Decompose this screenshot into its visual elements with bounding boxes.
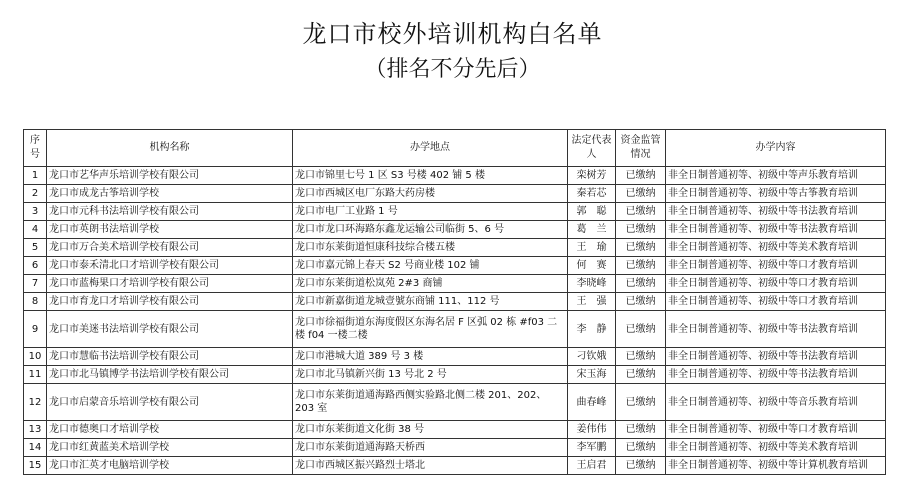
whitelist-table xyxy=(23,129,886,475)
cell-representative: 王 强 xyxy=(568,293,616,311)
table-row xyxy=(24,421,886,439)
cell-fund-status: 已缴纳 xyxy=(616,421,666,439)
cell-institution-name: 龙口市北马镇博学书法培训学校有限公司 xyxy=(47,366,293,384)
table-row xyxy=(24,203,886,221)
cell-address: 龙口市北马镇新兴街 13 号北 2 号 xyxy=(293,366,568,384)
cell-fund-status: 已缴纳 xyxy=(616,439,666,457)
cell-institution-name: 龙口市元科书法培训学校有限公司 xyxy=(47,203,293,221)
table-row xyxy=(24,439,886,457)
cell-representative: 李军鹏 xyxy=(568,439,616,457)
cell-representative: 栾树芳 xyxy=(568,167,616,185)
cell-num: 10 xyxy=(24,348,47,366)
table-body xyxy=(24,167,886,475)
cell-num: 3 xyxy=(24,203,47,221)
cell-num: 8 xyxy=(24,293,47,311)
table-header-row xyxy=(24,130,886,167)
cell-scope: 非全日制普通初等、初级中等口才教育培训 xyxy=(666,257,886,275)
cell-institution-name: 龙口市启蒙音乐培训学校有限公司 xyxy=(47,384,293,421)
cell-scope: 非全日制普通初等、初级中等书法教育培训 xyxy=(666,203,886,221)
table-row xyxy=(24,293,886,311)
cell-representative: 葛 兰 xyxy=(568,221,616,239)
cell-fund-status: 已缴纳 xyxy=(616,311,666,348)
cell-institution-name: 龙口市万合美术培训学校有限公司 xyxy=(47,239,293,257)
cell-institution-name: 龙口市泰禾清北口才培训学校有限公司 xyxy=(47,257,293,275)
header-representative: 法定代表人 xyxy=(568,130,616,167)
cell-scope: 非全日制普通初等、初级中等声乐教育培训 xyxy=(666,167,886,185)
cell-address: 龙口市龙口环海路东鑫龙运输公司临街 5、6 号 xyxy=(293,221,568,239)
document-title: 龙口市校外培训机构白名单 xyxy=(302,20,603,48)
cell-institution-name: 龙口市艺华声乐培训学校有限公司 xyxy=(47,167,293,185)
cell-num: 9 xyxy=(24,311,47,348)
cell-address: 龙口市锦里七号 1 区 S3 号楼 402 铺 5 楼 xyxy=(293,167,568,185)
cell-institution-name: 龙口市汇英才电脑培训学校 xyxy=(47,457,293,475)
table-row xyxy=(24,384,886,421)
cell-num: 2 xyxy=(24,185,47,203)
cell-institution-name: 龙口市德奥口才培训学校 xyxy=(47,421,293,439)
table-row xyxy=(24,457,886,475)
cell-address: 龙口市新嘉街道龙城壹號东商铺 111、112 号 xyxy=(293,293,568,311)
cell-num: 13 xyxy=(24,421,47,439)
cell-fund-status: 已缴纳 xyxy=(616,167,666,185)
table-row xyxy=(24,311,886,348)
cell-num: 11 xyxy=(24,366,47,384)
cell-fund-status: 已缴纳 xyxy=(616,275,666,293)
cell-num: 15 xyxy=(24,457,47,475)
header-scope: 办学内容 xyxy=(666,130,886,167)
cell-scope: 非全日制普通初等、初级中等计算机教育培训 xyxy=(666,457,886,475)
cell-institution-name: 龙口市红黄蓝美术培训学校 xyxy=(47,439,293,457)
header-address: 办学地点 xyxy=(293,130,568,167)
cell-fund-status: 已缴纳 xyxy=(616,384,666,421)
cell-num: 14 xyxy=(24,439,47,457)
cell-num: 7 xyxy=(24,275,47,293)
cell-institution-name: 龙口市慧临书法培训学校有限公司 xyxy=(47,348,293,366)
cell-representative: 姜伟伟 xyxy=(568,421,616,439)
cell-scope: 非全日制普通初等、初级中等口才教育培训 xyxy=(666,293,886,311)
cell-address: 龙口市东莱街道松岚苑 2#3 商铺 xyxy=(293,275,568,293)
cell-address: 龙口市电厂工业路 1 号 xyxy=(293,203,568,221)
cell-scope: 非全日制普通初等、初级中等音乐教育培训 xyxy=(666,384,886,421)
cell-institution-name: 龙口市成龙古筝培训学校 xyxy=(47,185,293,203)
cell-address: 龙口市东莱街道通海路天桥西 xyxy=(293,439,568,457)
cell-representative: 秦若芯 xyxy=(568,185,616,203)
cell-address: 龙口市西城区电厂东路大药房楼 xyxy=(293,185,568,203)
cell-scope: 非全日制普通初等、初级中等口才教育培训 xyxy=(666,421,886,439)
cell-representative: 李晓峰 xyxy=(568,275,616,293)
cell-fund-status: 已缴纳 xyxy=(616,348,666,366)
cell-fund-status: 已缴纳 xyxy=(616,239,666,257)
cell-address: 龙口市东莱街道文化街 38 号 xyxy=(293,421,568,439)
cell-num: 6 xyxy=(24,257,47,275)
table-row xyxy=(24,257,886,275)
cell-scope: 非全日制普通初等、初级中等美术教育培训 xyxy=(666,439,886,457)
cell-institution-name: 龙口市育龙口才培训学校有限公司 xyxy=(47,293,293,311)
table-row xyxy=(24,239,886,257)
cell-representative: 郭 聪 xyxy=(568,203,616,221)
cell-address: 龙口市东莱街道恒康科技综合楼五楼 xyxy=(293,239,568,257)
cell-representative: 宋玉海 xyxy=(568,366,616,384)
cell-num: 5 xyxy=(24,239,47,257)
cell-representative: 王启君 xyxy=(568,457,616,475)
table-row xyxy=(24,167,886,185)
cell-scope: 非全日制普通初等、初级中等口才教育培训 xyxy=(666,275,886,293)
cell-fund-status: 已缴纳 xyxy=(616,366,666,384)
cell-fund-status: 已缴纳 xyxy=(616,221,666,239)
cell-representative: 王 瑜 xyxy=(568,239,616,257)
cell-fund-status: 已缴纳 xyxy=(616,185,666,203)
cell-representative: 刁钦娥 xyxy=(568,348,616,366)
table-row xyxy=(24,348,886,366)
document-subtitle: （排名不分先后） xyxy=(364,57,541,82)
cell-num: 4 xyxy=(24,221,47,239)
cell-scope: 非全日制普通初等、初级中等书法教育培训 xyxy=(666,348,886,366)
cell-fund-status: 已缴纳 xyxy=(616,457,666,475)
table-row xyxy=(24,221,886,239)
cell-institution-name: 龙口市美迷书法培训学校有限公司 xyxy=(47,311,293,348)
cell-scope: 非全日制普通初等、初级中等书法教育培训 xyxy=(666,366,886,384)
header-name: 机构名称 xyxy=(47,130,293,167)
cell-scope: 非全日制普通初等、初级中等古筝教育培训 xyxy=(666,185,886,203)
cell-address: 龙口市西城区振兴路烈士塔北 xyxy=(293,457,568,475)
cell-scope: 非全日制普通初等、初级中等书法教育培训 xyxy=(666,221,886,239)
cell-fund-status: 已缴纳 xyxy=(616,293,666,311)
cell-num: 1 xyxy=(24,167,47,185)
cell-institution-name: 龙口市英朗书法培训学校 xyxy=(47,221,293,239)
cell-scope: 非全日制普通初等、初级中等书法教育培训 xyxy=(666,311,886,348)
header-num: 序号 xyxy=(24,130,47,167)
cell-fund-status: 已缴纳 xyxy=(616,257,666,275)
cell-scope: 非全日制普通初等、初级中等美术教育培训 xyxy=(666,239,886,257)
header-fund: 资金监管情况 xyxy=(616,130,666,167)
cell-representative: 曲春峰 xyxy=(568,384,616,421)
cell-num: 12 xyxy=(24,384,47,421)
cell-representative: 何 赛 xyxy=(568,257,616,275)
table-row xyxy=(24,366,886,384)
cell-representative: 李 静 xyxy=(568,311,616,348)
cell-fund-status: 已缴纳 xyxy=(616,203,666,221)
cell-address: 龙口市嘉元锦上春天 S2 号商业楼 102 铺 xyxy=(293,257,568,275)
table-row xyxy=(24,275,886,293)
table-row xyxy=(24,185,886,203)
cell-address: 龙口市港城大道 389 号 3 楼 xyxy=(293,348,568,366)
cell-institution-name: 龙口市蓝梅果口才培训学校有限公司 xyxy=(47,275,293,293)
cell-address: 龙口市徐福街道东海度假区东海名居 F 区弧 02 栋 #f03 二楼 f04 一楼二楼 xyxy=(293,311,568,348)
cell-address: 龙口市东莱街道通海路西侧实验路北侧二楼 201、202、203 室 xyxy=(293,384,568,421)
